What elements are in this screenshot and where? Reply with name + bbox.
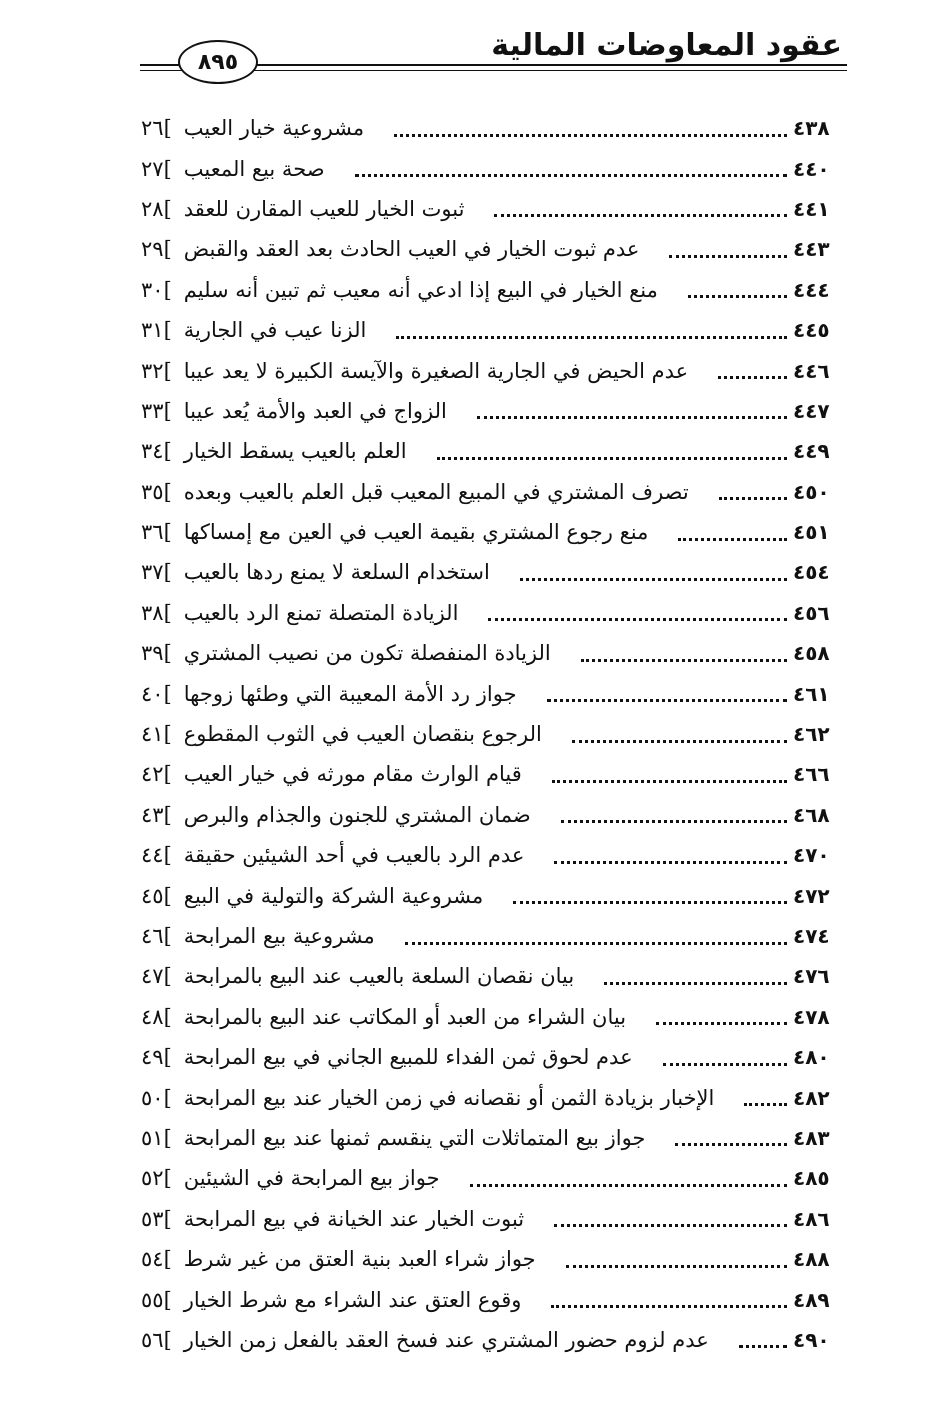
entry-page-number: ٤٨٣ <box>793 1125 830 1150</box>
entry-title: العلم بالعيب يسقط الخيار <box>183 439 407 464</box>
entry-page-number: ٤٤٤ <box>793 277 830 302</box>
toc-entry <box>135 1239 847 1279</box>
entry-title: عدم ثبوت الخيار في العيب الحادث بعد العقد والقبض <box>183 237 640 262</box>
entry-title: عدم الرد بالعيب في أحد الشيئين حقيقة <box>183 843 525 868</box>
toc-entry <box>135 1077 847 1117</box>
entry-page-number: ٤٥٠ <box>793 479 830 504</box>
entry-number: ]٢٨ <box>141 196 172 221</box>
entry-page-number: ٤٦٢ <box>793 722 830 747</box>
entry-title: بيان الشراء من العبد أو المكاتب عند البيع بالمرابحة <box>183 1004 627 1029</box>
toc-entry <box>135 593 847 633</box>
dot-leader <box>561 798 787 823</box>
entry-title: قيام الوارث مقام مورثه في خيار العيب <box>183 762 522 787</box>
entry-page-number: ٤٤٧ <box>793 398 830 423</box>
entry-page-number: ٤٥٨ <box>793 641 830 666</box>
toc-entry <box>135 633 847 673</box>
entry-page-number: ٤٨٨ <box>793 1247 830 1272</box>
entry-page-number: ٤٤٥ <box>793 318 830 343</box>
toc-entry <box>135 956 847 996</box>
entry-title: استخدام السلعة لا يمنع ردها بالعيب <box>183 560 490 585</box>
entry-number: ]٣٦ <box>141 520 172 545</box>
dot-leader <box>488 596 787 621</box>
entry-number: ]٤٥ <box>141 883 172 908</box>
entry-title: الزيادة المنفصلة تكون من نصيب المشتري <box>183 641 551 666</box>
toc-entry <box>135 916 847 956</box>
page-header <box>0 0 952 100</box>
entry-number: ]٣٠ <box>141 277 172 302</box>
entry-page-number: ٤٧٤ <box>793 924 830 948</box>
dot-leader <box>718 354 787 379</box>
entry-page-number: ٤٣٨ <box>793 116 830 141</box>
entry-page-number: ٤٥١ <box>793 520 830 545</box>
toc-entry <box>135 1118 847 1158</box>
entry-title: ثبوت الخيار عند الخيانة في بيع المرابحة <box>183 1206 525 1231</box>
dot-leader <box>437 435 787 460</box>
entry-title: مشروعية خيار العيب <box>183 116 365 141</box>
entry-title: الزنا عيب في الجارية <box>183 318 367 343</box>
entry-page-number: ٤٤١ <box>793 196 830 221</box>
toc-entry <box>135 1199 847 1239</box>
entry-title: عدم لزوم حضور المشتري عند فسخ العقد بالفعل زمن الخيار <box>183 1327 709 1352</box>
entry-number: ]٤٧ <box>141 964 172 989</box>
entry-number: ]٣٨ <box>141 600 172 625</box>
dot-leader <box>394 112 787 137</box>
dot-leader <box>494 192 787 217</box>
entry-title: تصرف المشتري في المبيع المعيب قبل العلم بالعيب وبعده <box>183 479 689 504</box>
dot-leader <box>566 1243 787 1268</box>
toc-entry <box>135 835 847 875</box>
dot-leader <box>513 879 787 904</box>
toc-entry <box>135 714 847 754</box>
entry-page-number: ٤٨٩ <box>793 1287 830 1312</box>
toc-entry <box>135 1037 847 1077</box>
entry-title: وقوع العتق عند الشراء مع شرط الخيار <box>183 1287 522 1312</box>
dot-leader <box>554 839 787 864</box>
entry-number: ]٢٦ <box>141 116 172 141</box>
dot-leader <box>477 394 787 419</box>
toc-entry <box>135 875 847 915</box>
dot-leader <box>581 637 787 662</box>
entry-title: جواز شراء العبد بنية العتق من غير شرط <box>183 1247 536 1272</box>
dot-leader <box>520 556 787 581</box>
dot-leader <box>678 516 787 541</box>
entry-number: ]٥٥ <box>141 1287 172 1312</box>
toc-entry <box>135 997 847 1037</box>
entry-number: ]٤٦ <box>141 924 172 948</box>
dot-leader <box>405 920 787 945</box>
dot-leader <box>669 233 787 258</box>
entry-page-number: ٤٨٦ <box>793 1206 830 1231</box>
dot-leader <box>355 152 787 177</box>
entry-number: ]٥٤ <box>141 1247 172 1272</box>
dot-leader <box>572 718 787 743</box>
entry-title: جواز بيع المتماثلات التي ينقسم ثمنها عند بيع المرابحة <box>183 1125 646 1150</box>
entry-title: عدم الحيض في الجارية الصغيرة والآيسة الكبيرة لا يعد عيبا <box>183 358 689 383</box>
entry-page-number: ٤٧٨ <box>793 1004 830 1029</box>
entry-page-number: ٤٦٨ <box>793 802 830 827</box>
entry-page-number: ٤٨٥ <box>793 1166 830 1191</box>
entry-number: ]٣٥ <box>141 479 172 504</box>
entry-number: ]٣٢ <box>141 358 172 383</box>
entry-page-number: ٤٥٦ <box>793 600 830 625</box>
entry-number: ]٤١ <box>141 722 172 747</box>
entry-page-number: ٤٤٩ <box>793 439 830 464</box>
toc-entry <box>135 310 847 350</box>
entry-number: ]٤٤ <box>141 843 172 868</box>
entry-number: ]٤٢ <box>141 762 172 787</box>
toc-entry <box>135 270 847 310</box>
entry-title: الرجوع بنقصان العيب في الثوب المقطوع <box>183 722 542 747</box>
toc-entry <box>135 350 847 390</box>
entry-title: الزواج في العبد والأمة يُعد عيبا <box>183 398 447 423</box>
entry-title: ضمان المشتري للجنون والجذام والبرص <box>183 802 531 827</box>
toc-entry <box>135 795 847 835</box>
entry-number: ]٤٣ <box>141 802 172 827</box>
entry-title: منع الخيار في البيع إذا ادعي أنه معيب ثم تبين أنه سليم <box>183 277 658 302</box>
entry-title: جواز رد الأمة المعيبة التي وطئها زوجها <box>183 681 517 706</box>
toc-entry <box>135 108 847 148</box>
toc-entry <box>135 1320 847 1360</box>
dot-leader <box>551 1283 787 1308</box>
entry-number: ]٣١ <box>141 318 172 343</box>
entry-page-number: ٤٤٠ <box>793 156 830 181</box>
entry-title: منع رجوع المشتري بقيمة العيب في العين مع إمساكها <box>183 520 649 545</box>
dot-leader <box>663 1041 787 1066</box>
table-of-contents <box>135 108 847 1360</box>
toc-entry <box>135 431 847 471</box>
entry-title: ثبوت الخيار للعيب المقارن للعقد <box>183 196 465 221</box>
entry-number: ]٤٩ <box>141 1045 172 1070</box>
entry-page-number: ٤٦٦ <box>793 762 830 787</box>
page-number: ٨٩٥ <box>178 40 258 84</box>
toc-entry <box>135 552 847 592</box>
toc-entry <box>135 754 847 794</box>
dot-leader <box>744 1081 787 1106</box>
toc-entry <box>135 189 847 229</box>
entry-page-number: ٤٨٠ <box>793 1045 830 1070</box>
entry-page-number: ٤٤٦ <box>793 358 830 383</box>
toc-entry <box>135 512 847 552</box>
toc-entry <box>135 229 847 269</box>
dot-leader <box>739 1323 787 1348</box>
entry-title: بيان نقصان السلعة بالعيب عند البيع بالمرابحة <box>183 964 575 989</box>
book-title: عقود المعاوضات المالية <box>491 28 842 63</box>
entry-number: ]٢٧ <box>141 156 172 181</box>
entry-page-number: ٤٨٢ <box>793 1085 830 1110</box>
dot-leader <box>719 475 787 500</box>
entry-page-number: ٤٧٦ <box>793 964 830 989</box>
entry-number: ]٤٨ <box>141 1004 172 1029</box>
entry-number: ]٥٢ <box>141 1166 172 1191</box>
entry-title: صحة بيع المعيب <box>183 156 325 181</box>
entry-title: الإخبار بزيادة الثمن أو نقصانه في زمن الخيار عند بيع المرابحة <box>183 1085 715 1110</box>
toc-entry <box>135 472 847 512</box>
entry-number: ]٥٦ <box>141 1327 172 1352</box>
dot-leader <box>688 273 787 298</box>
entry-title: جواز بيع المرابحة في الشيئين <box>183 1166 440 1191</box>
entry-number: ]٣٣ <box>141 398 172 423</box>
dot-leader <box>656 1000 787 1025</box>
entry-title: عدم لحوق ثمن الفداء للمبيع الجاني في بيع المرابحة <box>183 1045 633 1070</box>
entry-page-number: ٤٧٠ <box>793 843 830 868</box>
entry-page-number: ٤٧٢ <box>793 883 830 908</box>
toc-entry <box>135 1279 847 1319</box>
entry-number: ]٥١ <box>141 1125 172 1150</box>
entry-page-number: ٤٥٤ <box>793 560 830 585</box>
dot-leader <box>552 758 787 783</box>
entry-number: ]٢٩ <box>141 237 172 262</box>
entry-number: ]٥٣ <box>141 1206 172 1231</box>
dot-leader <box>470 1162 787 1187</box>
entry-page-number: ٤٦١ <box>793 681 830 706</box>
entry-number: ]٣٧ <box>141 560 172 585</box>
entry-number: ]٣٩ <box>141 641 172 666</box>
dot-leader <box>604 960 787 985</box>
toc-entry <box>135 148 847 188</box>
toc-entry <box>135 1158 847 1198</box>
entry-title: مشروعية بيع المرابحة <box>183 924 375 948</box>
entry-number: ]٤٠ <box>141 681 172 706</box>
toc-entry <box>135 673 847 713</box>
entry-page-number: ٤٤٣ <box>793 237 830 262</box>
dot-leader <box>396 314 787 339</box>
entry-number: ]٥٠ <box>141 1085 172 1110</box>
entry-number: ]٣٤ <box>141 439 172 464</box>
entry-title: الزيادة المتصلة تمنع الرد بالعيب <box>183 600 459 625</box>
dot-leader <box>675 1121 787 1146</box>
toc-entry <box>135 391 847 431</box>
entry-title: مشروعية الشركة والتولية في البيع <box>183 883 484 908</box>
dot-leader <box>554 1202 787 1227</box>
entry-page-number: ٤٩٠ <box>793 1327 830 1352</box>
dot-leader <box>547 677 787 702</box>
